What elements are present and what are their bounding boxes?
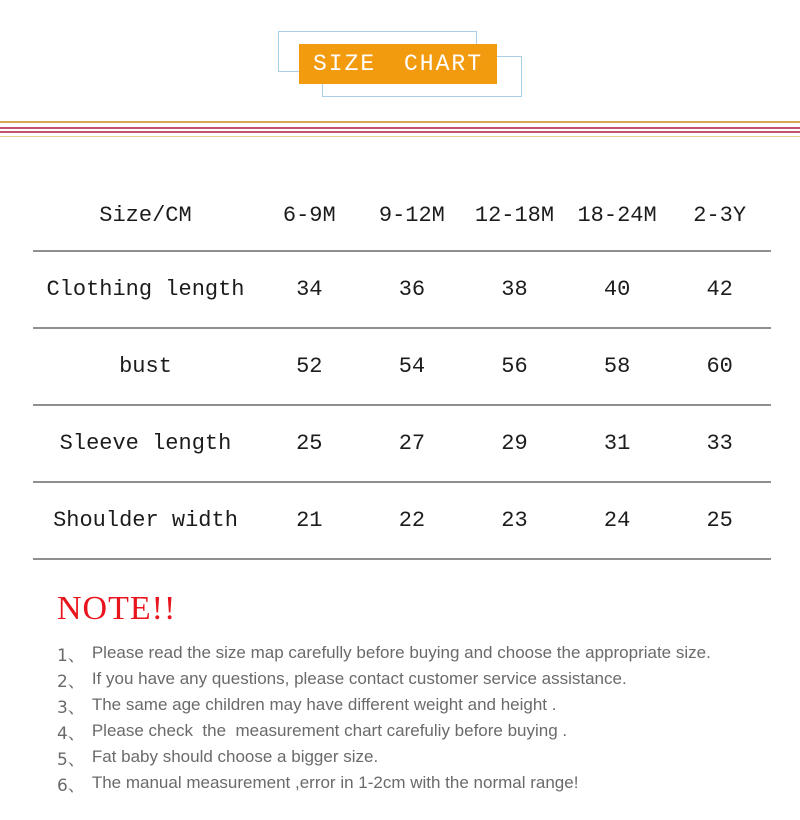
note-item [57,692,711,718]
row-label: Sleeve length [59,431,232,456]
value-cell: 56 [501,354,528,379]
note-item [57,718,711,744]
note-number: 4、 [57,723,85,744]
table-row [33,252,771,329]
note-text: The same age children may have different weight and height . [91,695,557,714]
table-row [33,406,771,483]
divider-line-gold-bottom [0,136,800,138]
note-heading: NOTE!! [57,590,177,627]
value-cell: 25 [296,431,323,456]
note-text: The manual measurement ,error in 1-2cm with the normal range! [91,773,579,792]
divider-line-rose-lower [0,131,800,133]
value-cell: 27 [398,431,426,456]
value-cell: 36 [398,277,426,302]
value-cell: 29 [501,431,528,456]
value-cell: 24 [603,508,631,533]
size-chart-banner [0,0,800,115]
value-cell: 60 [706,354,733,379]
value-cell: 31 [603,431,631,456]
value-cell: 21 [296,508,323,533]
divider-line-gold-top [0,121,800,123]
note-text: Please check the measurement chart carefuliy before buying . [91,721,568,740]
value-cell: 52 [296,354,323,379]
header-cell-9-12m: 9-12M [378,202,445,228]
note-text: If you have any questions, please contact customer service assistance. [91,669,627,688]
header-cell-6-9m: 6-9M [282,202,336,228]
note-text: Fat baby should choose a bigger size. [91,747,379,766]
value-cell: 23 [501,508,528,533]
row-label: Shoulder width [53,508,238,533]
note-item [57,744,711,770]
header-cell-12-18m: 12-18M [474,202,555,228]
value-cell: 22 [398,508,426,533]
row-label: bust [119,354,172,379]
table-row [33,329,771,406]
value-cell: 34 [296,277,323,302]
value-cell: 42 [706,277,733,302]
value-cell: 33 [706,431,733,456]
header-cell-size-cm: Size/CM [99,202,192,228]
value-cell: 25 [706,508,733,533]
size-table [33,180,771,560]
table-header-row [33,180,771,252]
header-cell-2-3y: 2-3Y [693,202,747,228]
note-number: 1、 [57,645,85,666]
note-number: 3、 [57,697,85,718]
note-number: 6、 [57,775,85,796]
note-number: 2、 [57,671,85,692]
row-label: Clothing length [46,277,245,302]
note-number: 5、 [57,749,85,770]
header-cell-18-24m: 18-24M [577,202,657,228]
note-item [57,770,711,796]
note-text: Please read the size map carefully before buying and choose the appropriate size. [91,643,711,662]
note-list [57,640,711,796]
note-item [57,640,711,666]
table-row [33,483,771,560]
value-cell: 58 [603,354,631,379]
value-cell: 38 [501,277,528,302]
note-item [57,666,711,692]
value-cell: 40 [603,277,631,302]
value-cell: 54 [398,354,426,379]
divider-line-rose-upper [0,127,800,129]
banner-title: SIZE CHART [299,44,497,84]
